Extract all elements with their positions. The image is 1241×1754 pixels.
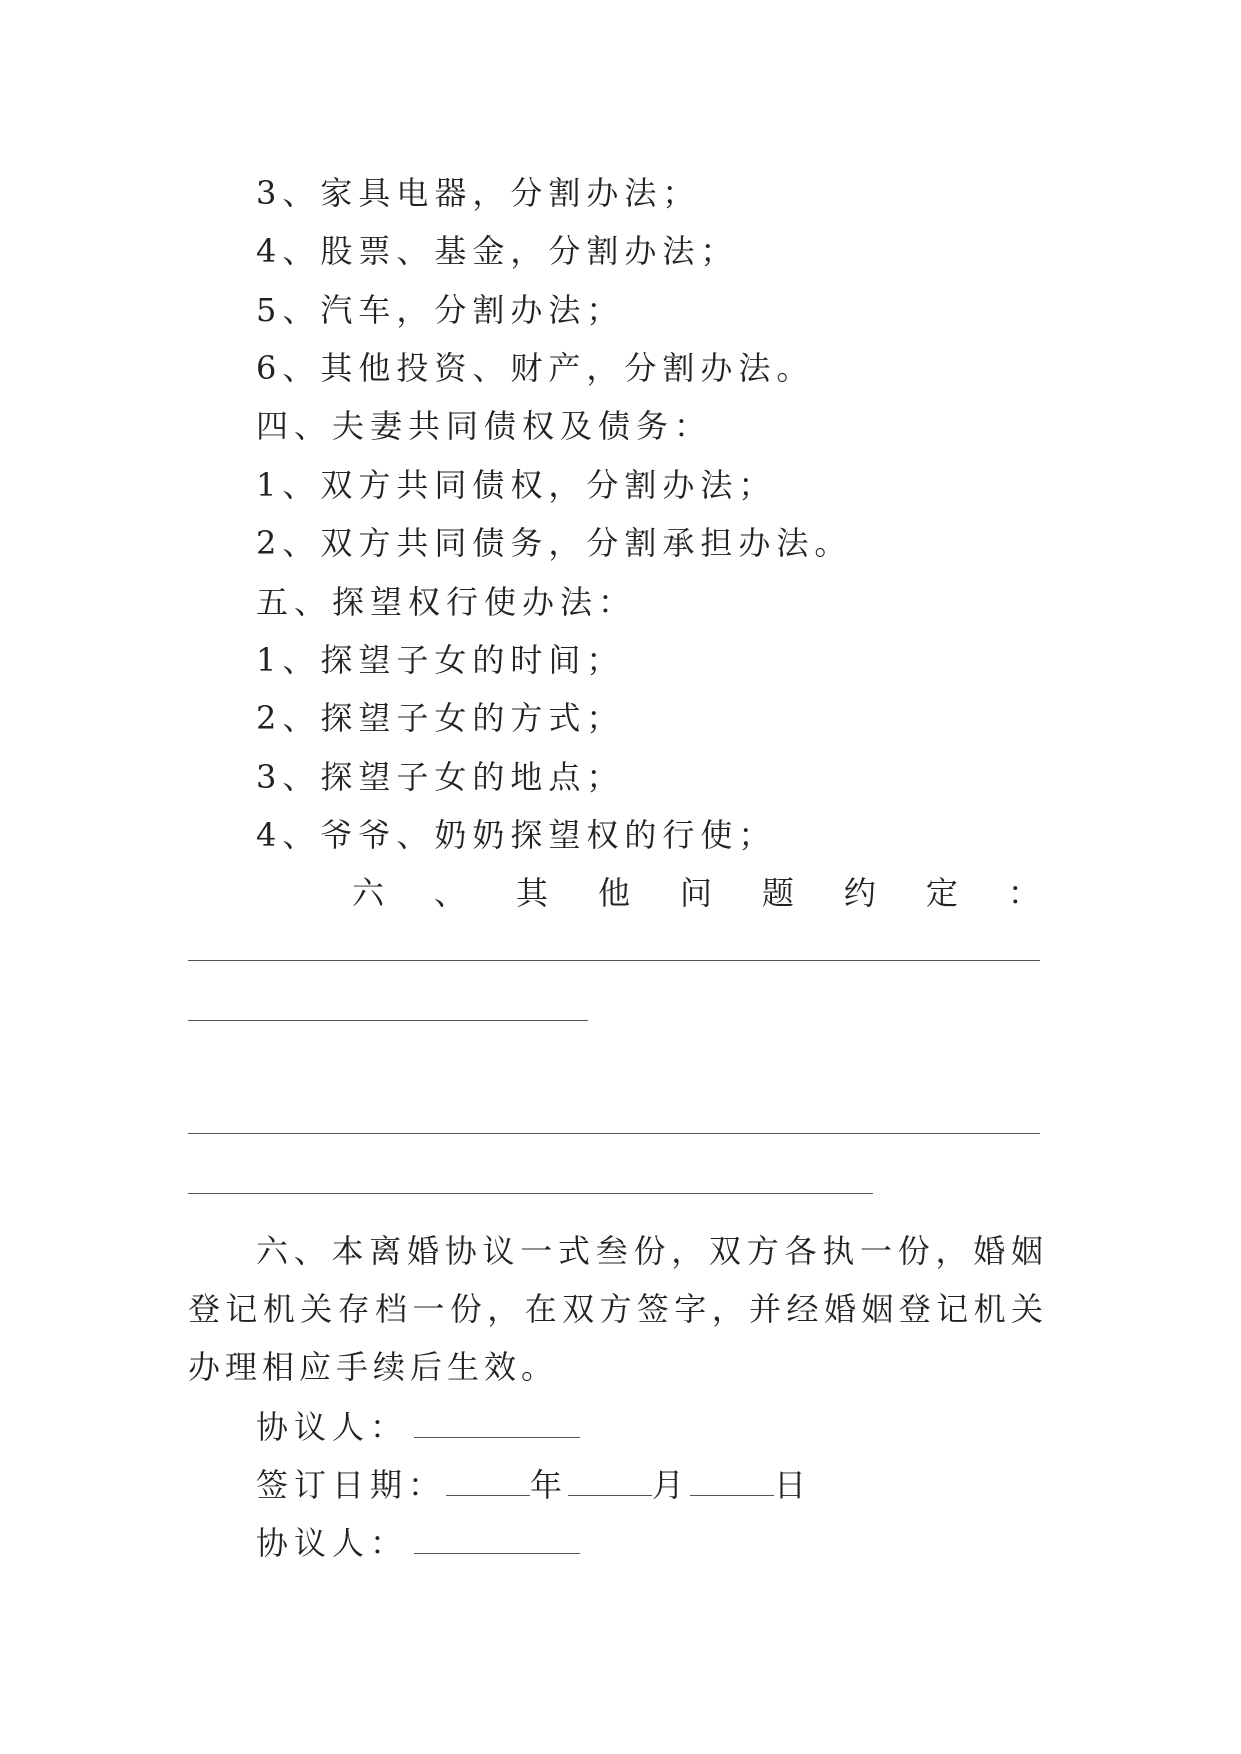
item-visit-location: 3、探望子女的地点； — [256, 758, 625, 796]
signatory-label: 协议人： — [256, 1408, 409, 1446]
heading-char: 问 — [679, 874, 712, 912]
fill-in-line — [188, 960, 1040, 961]
heading-char: 其 — [515, 874, 548, 912]
month-label: 月 — [652, 1466, 691, 1504]
year-blank — [446, 1471, 530, 1496]
section-heading-visitation: 五、探望权行使办法： — [256, 583, 637, 621]
signatory-label: 协议人： — [256, 1524, 409, 1562]
section-heading-other-matters — [352, 868, 1040, 914]
heading-char: 他 — [597, 874, 630, 912]
item-car: 5、汽车，分割办法； — [256, 291, 625, 329]
heading-char: 题 — [761, 874, 794, 912]
fill-in-line — [188, 1133, 1040, 1134]
heading-char: 约 — [843, 874, 876, 912]
day-label: 日 — [774, 1466, 813, 1504]
signing-date-line — [256, 1460, 812, 1506]
heading-char: 、 — [433, 874, 466, 912]
day-blank — [690, 1471, 774, 1496]
item-other-investments: 6、其他投资、财产，分割办法。 — [256, 349, 815, 387]
month-blank — [568, 1471, 652, 1496]
signatory-line-2 — [256, 1518, 580, 1564]
heading-char: 六 — [352, 874, 385, 912]
signature-blank — [414, 1413, 580, 1438]
item-visit-time: 1、探望子女的时间； — [256, 641, 625, 679]
item-joint-debts: 2、双方共同债务，分割承担办法。 — [256, 524, 853, 562]
heading-char: ： — [1007, 874, 1040, 912]
fill-in-line — [188, 1020, 588, 1021]
date-label: 签订日期： — [256, 1466, 447, 1504]
effectiveness-clause: 六、本离婚协议一式叁份，双方各执一份，婚姻登记机关存档一份，在双方签字，并经婚姻登记机关办理相应手续后生效。 — [188, 1232, 1048, 1386]
section-heading-debts: 四、夫妻共同债权及债务： — [256, 407, 713, 445]
heading-char: 定 — [925, 874, 958, 912]
item-furniture-appliances: 3、家具电器，分割办法； — [256, 174, 701, 212]
fill-in-line — [188, 1193, 873, 1194]
item-visit-method: 2、探望子女的方式； — [256, 699, 625, 737]
signatory-line-1 — [256, 1402, 580, 1448]
item-grandparents-visitation: 4、爷爷、奶奶探望权的行使； — [256, 816, 777, 854]
signature-blank — [414, 1529, 580, 1554]
year-label: 年 — [530, 1466, 569, 1504]
item-joint-claims: 1、双方共同债权，分割办法； — [256, 466, 777, 504]
item-stocks-funds: 4、股票、基金，分割办法； — [256, 232, 739, 270]
